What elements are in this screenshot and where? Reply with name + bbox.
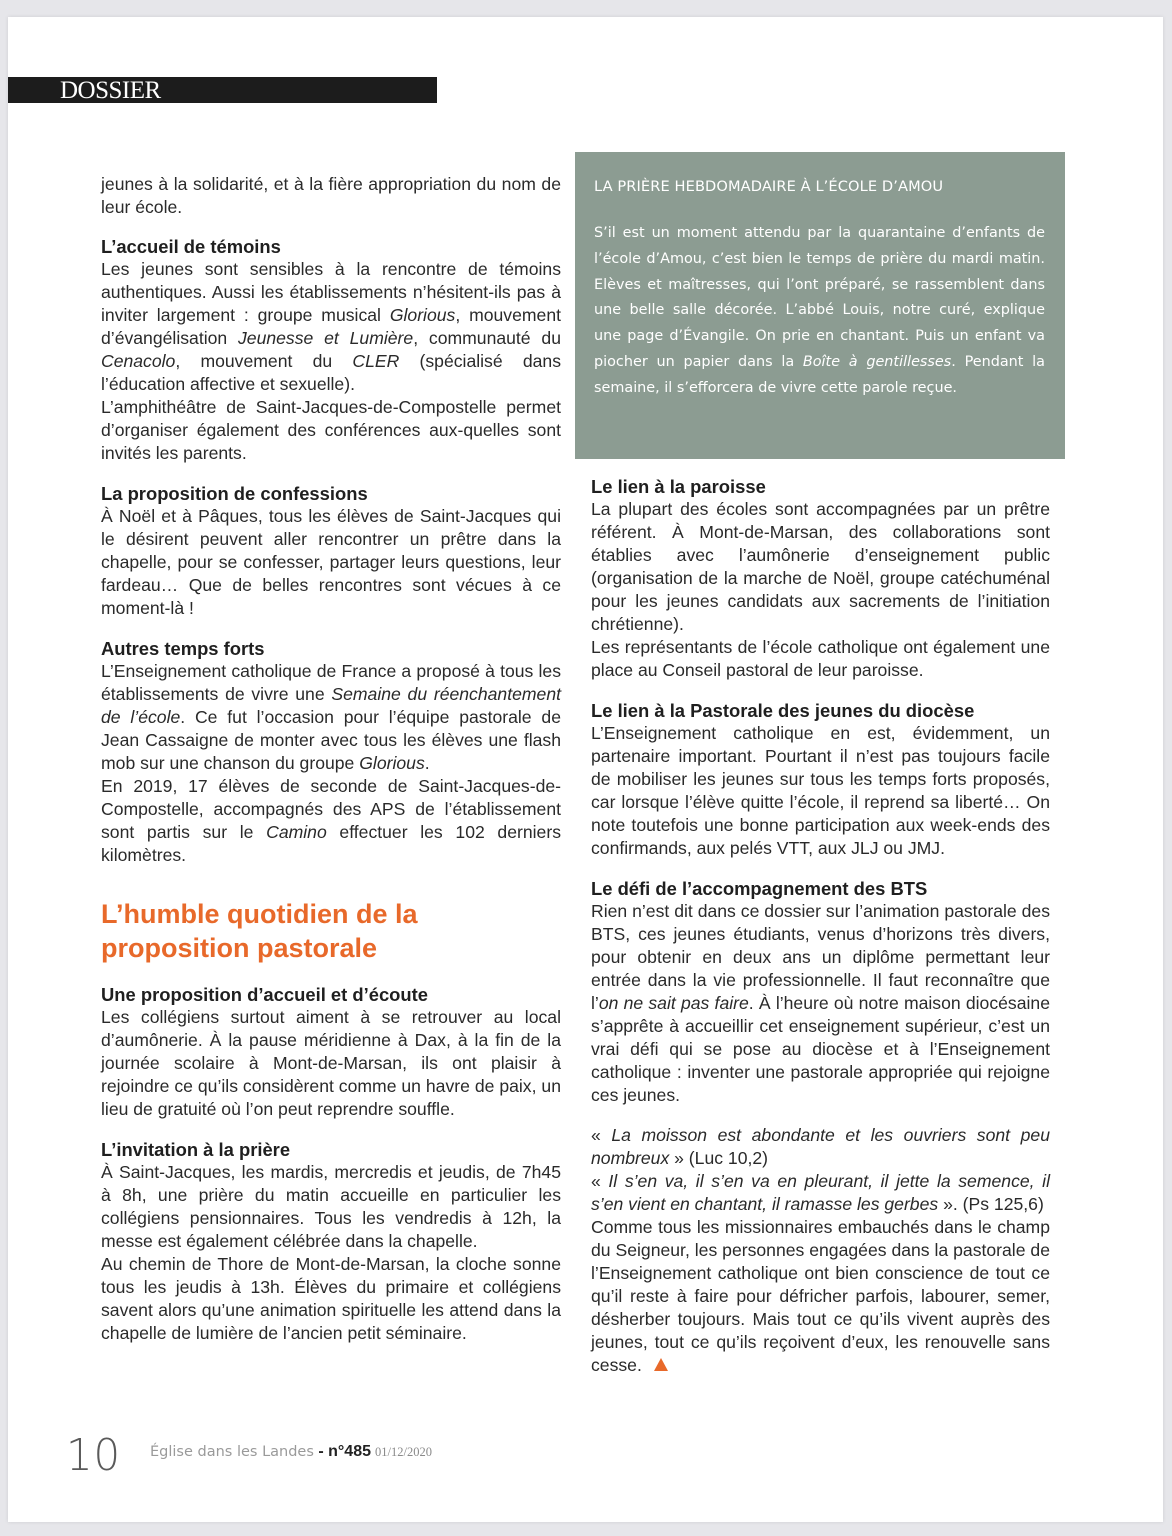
text-fragment: « (591, 1171, 609, 1191)
left-column (101, 173, 561, 1362)
paragraph (101, 660, 561, 775)
section-pastorale-jeunes (591, 699, 1050, 860)
publication-name: Église dans les Landes (150, 1444, 314, 1460)
text-fragment: Rien n’est dit dans ce dossier sur l’animation pastorale des BTS, ces jeunes étudiants, venus d’horizons très divers, pour obtenir en deux ans un diplôme permettant leur entrée dans la vie professionnelle. Il faut reconnaître que l’ (591, 901, 1050, 1013)
paragraph: Les collégiens surtout aiment à se retrouver au local d’aumônerie. À la pause méridienne à Dax, à la fin de la journée scolaire à Mont-de-Marsan, ils ont plaisir à rejoindre ce qu’ils considèrent comme un havre de paix, un lieu de gratuité où l’on peut reprendre souffle. (101, 1007, 561, 1119)
italic-text: Glorious (359, 753, 425, 773)
italic-text: Il s’en va, il s’en va en pleurant, il jette la semence, il s’en vient en chantant, il ramasse les gerbes (591, 1171, 1050, 1214)
italic-text: on ne sait pas faire (598, 993, 749, 1013)
section-heading: Le lien à la paroisse (591, 476, 766, 497)
italic-text: Semaine du réenchantement de l’école (101, 684, 561, 727)
section-invitation-priere (101, 1138, 561, 1345)
paragraph: L’Enseignement catholique en est, évidemment, un partenaire important. Pourtant il n’est pas toujours facile de mobiliser les jeunes sur tous les temps forts proposés, car lorsque l’élève quitte l’école, il reprend sa liberté… On note toutefois une bonne participation aux week-ends des confirmands, aux pelés VTT, aux JLJ ou JMJ. (591, 723, 1050, 858)
text-fragment: « (591, 1125, 612, 1145)
text-fragment: » (Luc 10,2) (669, 1148, 769, 1168)
paragraph: L’amphithéâtre de Saint-Jacques-de-Compostelle permet d’organiser également des conférences aux-quelles sont invités les parents. (101, 397, 561, 463)
section-heading: Le lien à la Pastorale des jeunes du diocèse (591, 700, 975, 721)
text-fragment: L’Enseignement catholique de France a proposé à tous les établissements de vivre une (101, 661, 561, 704)
text-fragment: S’il est un moment attendu par la quarantaine d’enfants de l’école d’Amou, c’est bien le temps de prière du mardi matin. Elèves et maîtresses, qui l’ont préparé, se rassemblent dans une belle salle décorée. L’abbé Louis, notre curé, explique une page d’Évangile. On prie en chantant. Puis un enfant va piocher un papier dans la (594, 225, 1045, 370)
section-confessions (101, 482, 561, 620)
text-fragment: . À l’heure où notre maison diocésaine s’apprête à accueillir cet enseignement supérieur, c’est un vrai défi qui se pose au diocèse et à l’Enseignement catholique : inventer une pastorale appropriée qui rejoigne ces jeunes. (591, 993, 1050, 1105)
italic-text: Boîte à gentillesses (802, 353, 952, 370)
orange-triangle-end-icon (654, 1358, 668, 1371)
italic-text: Cenacolo (101, 351, 176, 371)
paragraph: Les représentants de l’école catholique ont également une place au Conseil pastoral de leur paroisse. (591, 637, 1050, 680)
closing-block (591, 1124, 1050, 1377)
paragraph: La plupart des écoles sont accompagnées par un prêtre référent. À Mont-de-Marsan, des collaborations sont établies avec l’aumônerie d’enseignement public (organisation de la marche de Noël, groupe catéchuménal pour les jeunes candidats aux sacrements de l’initiation chrétienne). (591, 499, 1050, 634)
italic-text: Glorious (389, 305, 456, 325)
quote-psalm (591, 1170, 1050, 1216)
issue-number: - n°485 (313, 1443, 371, 1460)
text-fragment: Comme tous les missionnaires embauchés dans le champ du Seigneur, les personnes engagées dans la pastorale de l’Enseignement catholique ont bien conscience de tout ce qu’il reste à faire pour défricher parfois, labourer, semer, désherber toujours. Mais tout ce qu’ils vivent auprès des jeunes, tout ce qu’ils reçoivent d’eux, les renouvelle sans cesse. (591, 1217, 1050, 1375)
section-accueil-temoins (101, 235, 561, 465)
text-fragment: , mouvement d’évangélisation (101, 305, 562, 348)
paragraph (101, 258, 561, 396)
section-heading: L’invitation à la prière (101, 1139, 291, 1160)
section-defi-bts (591, 877, 1050, 1107)
text-fragment: En 2019, 17 élèves de seconde de Saint-Jacques-de-Compostelle, accompagnés des APS de l’établissement sont partis sur le (101, 776, 561, 842)
section-heading: Une proposition d’accueil et d’écoute (101, 984, 428, 1005)
sidebar-box-title: LA PRIÈRE HEBDOMADAIRE À L’ÉCOLE D’AMOU (594, 178, 944, 195)
paragraph (591, 900, 1050, 1107)
page-number: 10 (66, 1430, 122, 1481)
text-fragment: effectuer les 102 derniers kilomètres. (101, 822, 561, 865)
text-fragment: Les jeunes sont sensibles à la rencontre de témoins authentiques. Aussi les établissements n’hésitent-ils pas à inviter largement : groupe musical (101, 259, 561, 325)
sidebar-box-priere-amou (575, 152, 1065, 459)
italic-text: CLER (352, 351, 400, 371)
quote-luc (591, 1124, 1050, 1170)
right-column (591, 475, 1050, 1377)
section-temps-forts (101, 637, 561, 867)
italic-text: Camino (266, 822, 327, 842)
paragraph: Au chemin de Thore de Mont-de-Marsan, la cloche sonne tous les jeudis à 13h. Élèves du primaire et collégiens savent alors qu’une animation spirituelle les attend dans la chapelle de lumière de l’ancien petit séminaire. (101, 1254, 561, 1343)
sidebar-box-text (594, 221, 1045, 402)
italic-text: Jeunesse et Lumière (238, 328, 414, 348)
rubric-banner (8, 77, 437, 103)
text-fragment: . Ce fut l’occasion pour l’équipe pastorale de Jean Cassaigne de monter avec tous les élèves une flash mob sur une chanson du groupe (101, 707, 561, 773)
section-accueil-ecoute (101, 983, 561, 1121)
text-fragment: ». (Ps 125,6) (938, 1194, 1044, 1214)
paragraph: À Noël et à Pâques, tous les élèves de Saint-Jacques qui le désirent peuvent aller rencontrer un prêtre dans la chapelle, pour se confesser, partager leurs questions, leur fardeau… Que de belles rencontres sont vécues à ce moment-là ! (101, 506, 561, 618)
chapter-title: L’humble quotidien de la proposition pastorale (101, 899, 418, 963)
section-heading: L’accueil de témoins (101, 236, 281, 257)
text-fragment: (spécialisé dans l’éducation affective et sexuelle). (101, 351, 562, 394)
section-heading: Le défi de l’accompagnement des BTS (591, 878, 928, 899)
rubric-label: DOSSIER (60, 77, 161, 104)
paragraph: À Saint-Jacques, les mardis, mercredis et jeudis, de 7h45 à 8h, une prière du matin accueille en particulier les collégiens pensionnaires. Tous les vendredis à 12h, la messe est également célébrée dans la chapelle. (101, 1162, 561, 1251)
closing-paragraph (591, 1216, 1050, 1377)
section-lien-paroisse (591, 475, 1050, 682)
issue-date: 01/12/2020 (375, 1445, 432, 1459)
italic-text: La moisson est abondante et les ouvriers sont peu nombreux (591, 1125, 1050, 1168)
footer-publication-line (150, 1443, 432, 1461)
text-fragment: . (424, 753, 430, 773)
text-fragment: . Pendant la semaine, il s’efforcera de vivre cette parole reçue. (594, 353, 1045, 396)
text-fragment: , communauté du (413, 328, 561, 348)
section-heading: La proposition de confessions (101, 483, 368, 504)
magazine-page (8, 17, 1163, 1522)
lead-paragraph: jeunes à la solidarité, et à la fière appropriation du nom de leur école. (101, 174, 561, 217)
section-heading: Autres temps forts (101, 638, 265, 659)
paragraph (101, 775, 561, 867)
text-fragment: , mouvement du (175, 351, 353, 371)
